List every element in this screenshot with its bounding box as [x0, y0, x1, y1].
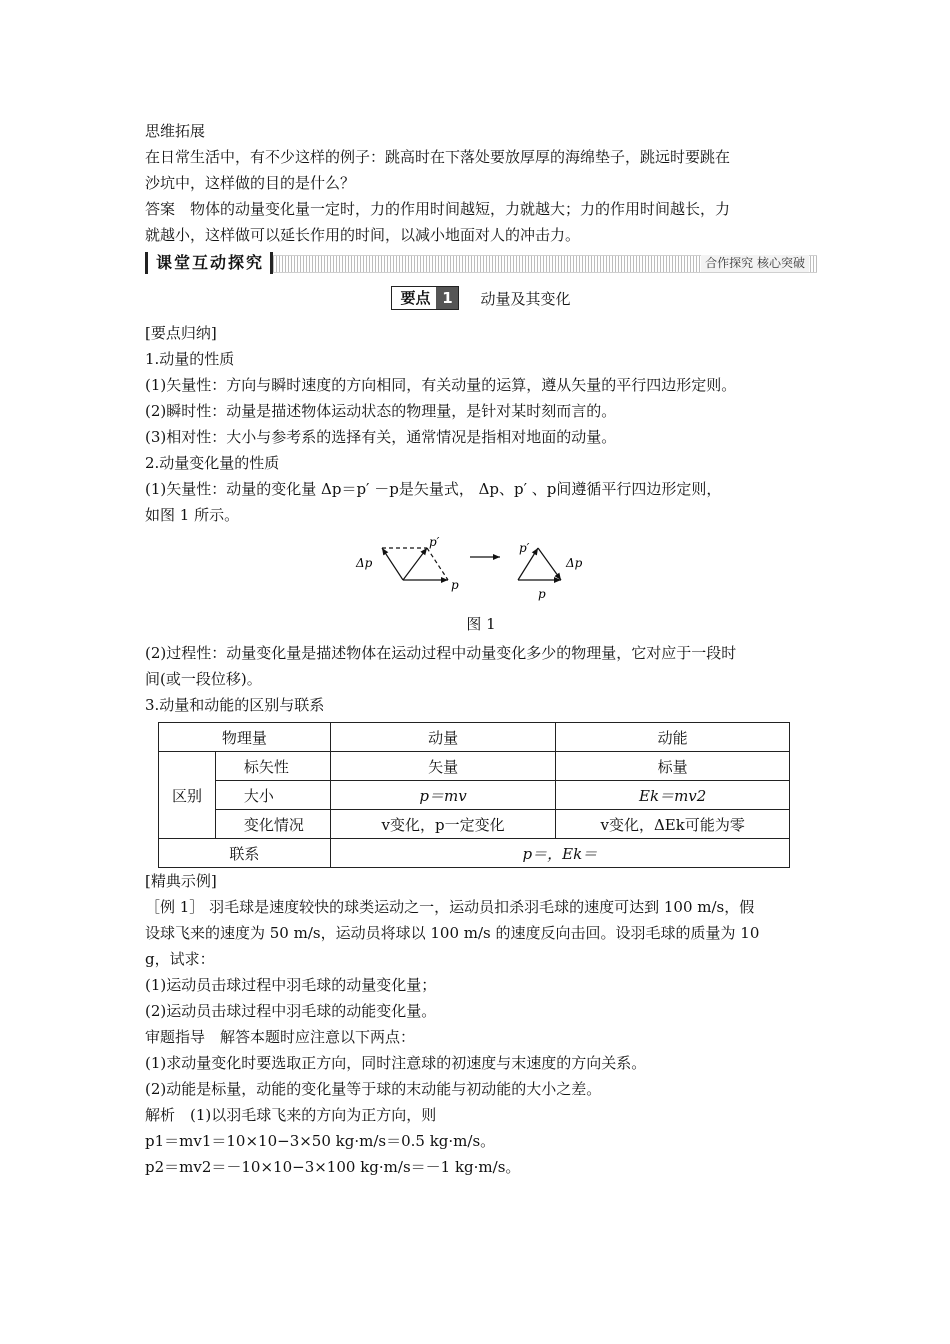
- section-banner: [145, 252, 817, 276]
- banner-title: 课堂互动探究: [145, 252, 273, 274]
- left-dashed-right: [427, 548, 448, 580]
- example-line-4: (1)运动员击球过程中羽毛球的动量变化量；: [145, 976, 437, 994]
- summary-heading-2: 2.动量变化量的性质: [145, 454, 280, 472]
- table-cell: 变化情况: [215, 810, 330, 839]
- table-header-cell: 动量: [330, 723, 556, 752]
- solution-line-1: p1＝mv1＝10×10−3×50 kg·m/s＝0.5 kg·m/s。: [145, 1132, 496, 1150]
- solution-heading: 解析 (1)以羽毛球飞来的方向为正方向，则: [145, 1106, 437, 1124]
- table-row: [159, 781, 790, 810]
- keypoint-header: [145, 286, 817, 316]
- page-content: [145, 118, 817, 1180]
- table-cell: p＝mv: [330, 781, 556, 810]
- keypoint-number: 1: [436, 287, 458, 309]
- table-cell: 标量: [556, 752, 790, 781]
- table-cell: 标矢性: [215, 752, 330, 781]
- table-cell: 矢量: [330, 752, 556, 781]
- guide-point-1: (1)求动量变化时要选取正方向，同时注意球的初速度与末速度的方向关系。: [145, 1054, 647, 1072]
- thinking-question-line-1: 在日常生活中，有不少这样的例子：跳高时在下落处要放厚厚的海绵垫子，跳远时要跳在: [145, 148, 731, 166]
- summary-paragraph-5a: (2)过程性：动量变化量是描述物体在运动过程中动量变化多少的物理量，它对应于一段时: [145, 644, 737, 662]
- example-line-3: g，试求：: [145, 950, 215, 968]
- left-label-dp: Δp: [356, 556, 373, 570]
- table-group-cell: 区别: [159, 752, 216, 839]
- comparison-table: [158, 722, 790, 868]
- summary-paragraph-4b: 如图 1 所示。: [145, 506, 240, 524]
- example-line-5: (2)运动员击球过程中羽毛球的动能变化量。: [145, 1002, 437, 1020]
- keypoint-title: 动量及其变化: [480, 289, 571, 308]
- summary-paragraph-4a: (1)矢量性：动量的变化量 Δp＝p′ －p是矢量式， Δp、p′ 、p间遵循平行四边形定则，: [145, 480, 722, 498]
- summary-tag: [要点归纳]: [145, 324, 217, 342]
- summary-heading-3: 3.动量和动能的区别与联系: [145, 696, 325, 714]
- table-header-cell: 动能: [556, 723, 790, 752]
- summary-heading-1: 1.动量的性质: [145, 350, 235, 368]
- figure-1: [145, 534, 817, 612]
- table-header-cell: 物理量: [159, 723, 331, 752]
- left-dp-vector: [382, 548, 403, 580]
- keypoint-label: 要点: [400, 289, 431, 307]
- summary-paragraph-3: (3)相对性：大小与参考系的选择有关，通常情况是指相对地面的动量。: [145, 428, 617, 446]
- table-cell: Ek＝mv2: [556, 781, 790, 810]
- right-dp-vector: [538, 548, 561, 580]
- example-tag: [精典示例]: [145, 872, 217, 890]
- keypoint-badge: [391, 286, 459, 310]
- table-row: [159, 752, 790, 781]
- example-line-2: 设球飞来的速度为 50 m/s，运动员将球以 100 m/s 的速度反向击回。设羽毛球的质量为 10: [145, 924, 760, 942]
- right-label-p: p: [538, 587, 546, 601]
- table-link-value: p＝，Ek＝: [330, 839, 789, 868]
- thinking-answer-line-2: 就越小，这样做可以延长作用的时间，以减小地面对人的冲击力。: [145, 226, 581, 244]
- table-cell: v变化，ΔEk可能为零: [556, 810, 790, 839]
- summary-paragraph-5b: 间(或一段位移)。: [145, 670, 262, 688]
- table-row: [159, 723, 790, 752]
- right-label-dp: Δp: [566, 556, 583, 570]
- summary-paragraph-1: (1)矢量性：方向与瞬时速度的方向相同，有关动量的运算，遵从矢量的平行四边形定则。: [145, 376, 737, 394]
- solution-line-2: p2＝mv2＝－10×10−3×100 kg·m/s＝－1 kg·m/s。: [145, 1158, 521, 1176]
- thinking-question-line-2: 沙坑中，这样做的目的是什么？: [145, 174, 356, 192]
- figure-caption: 图 1: [466, 615, 496, 633]
- table-row: [159, 839, 790, 868]
- example-line-1: ［例 1］ 羽毛球是速度较快的球类运动之一，运动员扣杀羽毛球的速度可达到 100 m/s，假: [145, 898, 755, 916]
- guide-heading: 审题指导 解答本题时应注意以下两点：: [145, 1028, 416, 1046]
- vector-diagram: [145, 534, 817, 612]
- summary-paragraph-2: (2)瞬时性：动量是描述物体运动状态的物理量，是针对某时刻而言的。: [145, 402, 617, 420]
- right-label-pprime: p′: [519, 541, 530, 555]
- left-pprime-vector: [403, 548, 427, 580]
- left-label-pprime: p′: [429, 535, 440, 549]
- thinking-answer-line-1: 答案 物体的动量变化量一定时，力的作用时间越短，力就越大；力的作用时间越长，力: [145, 200, 731, 218]
- left-label-p: p: [451, 578, 459, 592]
- table-cell: 大小: [215, 781, 330, 810]
- table-cell: v变化，p一定变化: [330, 810, 556, 839]
- table-row: [159, 810, 790, 839]
- banner-subtitle: 合作探究 核心突破: [701, 255, 809, 272]
- table-link-label: 联系: [159, 839, 331, 868]
- guide-point-2: (2)动能是标量，动能的变化量等于球的末动能与初动能的大小之差。: [145, 1080, 602, 1098]
- thinking-heading: 思维拓展: [145, 122, 206, 140]
